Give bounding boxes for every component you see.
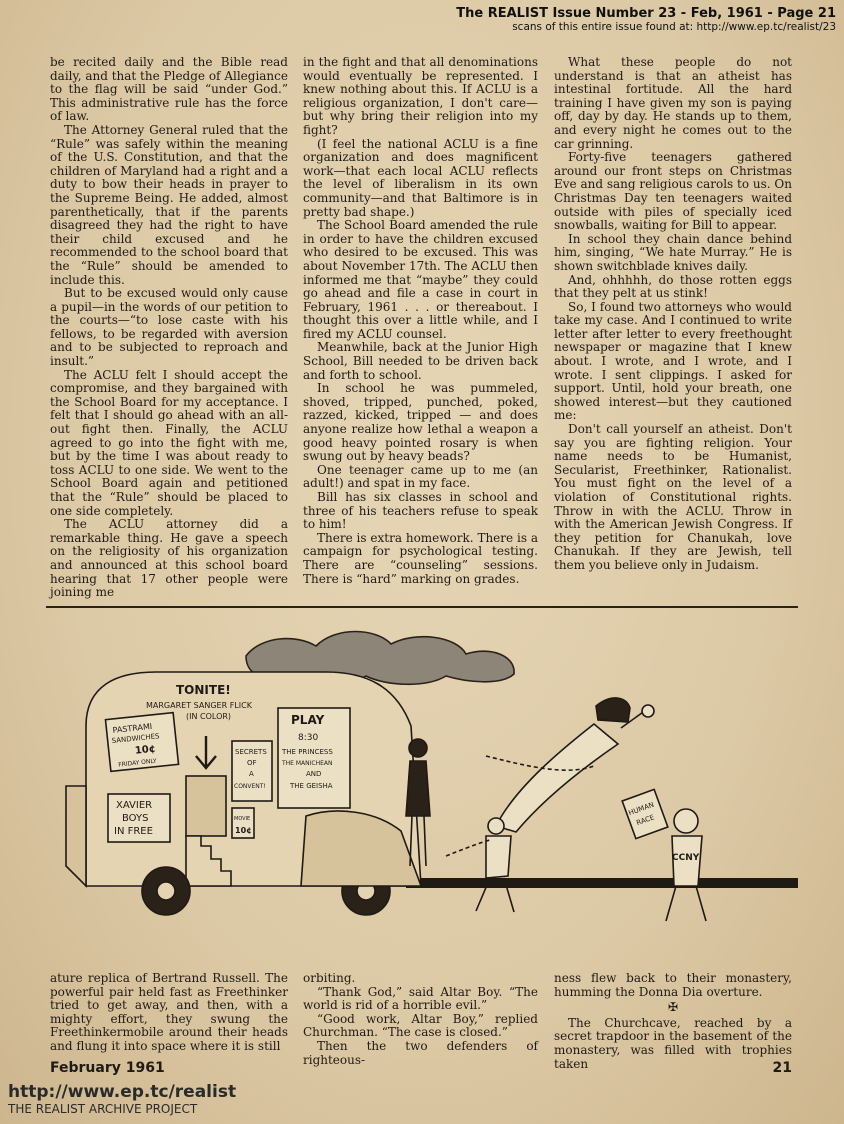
svg-text:BOYS: BOYS [122,813,149,824]
svg-text:HUMAN: HUMAN [627,800,656,818]
svg-text:IN FREE: IN FREE [114,826,153,837]
paragraph: The ACLU felt I should accept the compromise, and they bargained with the School Board for my acceptance. I felt that I should go ahead with an all-out fight then. Finally, the ACLU agreed to go into the fight with me, but by the time I was about ready to toss ACLU to one side. We went to the School Board again and petitioned that the “Rule” should be placed to one side completely. [50,367,288,518]
cross-ornament-icon: ✠ [667,1000,679,1015]
footer-date: February 1961 [50,1060,165,1076]
paragraph: What these people do not understand is that an atheist has intestinal fortitude. All the hard training I have given my son is paying off, day by day. He stands up to them, and every night he comes out to the car grinning. [554,55,792,151]
svg-text:THE PRINCESS: THE PRINCESS [282,748,333,756]
paragraph: be recited daily and the Bible read daily, and that the Pledge of Allegiance to the flag will be said “under God.” This administrative rule has the force of law. [50,55,288,124]
svg-text:XAVIER: XAVIER [116,800,153,811]
svg-text:THE MANICHEAN: THE MANICHEAN [282,760,333,767]
article-column-3 [554,56,792,573]
trailer-door [186,776,226,836]
page-number: 21 [772,1060,792,1076]
section-divider [46,606,798,608]
article-column-1 [50,56,288,600]
cartoon-illustration [46,616,798,966]
paragraph: ature replica of Bertrand Russell. The powerful pair held fast as Freethinker tried to get away, and then, with a mighty effort, they swung the Freethinkermobile around their heads and flung it into space where it is still [50,971,288,1053]
watermark [8,1082,236,1116]
altar-boy-figure [446,818,514,912]
play-label: PLAY [291,713,325,727]
article-bottom-column-2 [303,972,538,1067]
svg-text:MARGARET SANGER FLICK: MARGARET SANGER FLICK [146,701,252,710]
svg-text:THE GEISHA: THE GEISHA [290,782,333,790]
svg-text:10¢: 10¢ [134,743,157,757]
paragraph: In school he was pummeled, shoved, tripped, punched, poked, razzed, kicked, tripped — and does anyone realize how lethal a weapon a good heavy pointed rosary is when swung out by heavy beads? [303,381,538,464]
svg-text:RACE: RACE [635,813,656,828]
svg-text:MOVIE: MOVIE [234,816,251,822]
paragraph: The Attorney General ruled that the “Rule” was safely within the meaning of the U.S. Constitution, and that the children of Maryland had a right and a duty to bow their heads in prayer to the Supreme Being. He added, almost parenthetically, that if the parents disagreed they had the right to have their child excused and he recommended to the school board that the “Rule” should be amended to include this. [50,122,288,287]
paragraph: Don't call yourself an atheist. Don't say you are fighting religion. Your name needs to be Humanist, Secularist, Freethinker, Rationalist. You must fight on the level of a violation of Constitutional rights. Throw in with the ACLU. Throw in with the American Jewish Congress. If they petition for Chanukah, love Chanukah. If they are Jewish, tell them you believe only in Judaism. [554,422,792,572]
ground-strip [406,878,798,888]
svg-text:8:30: 8:30 [298,733,319,743]
paragraph: The ACLU attorney did a remarkable thing. He gave a speech on the religiosity of his organization and announced at this school board hearing that 17 other people were joining me [50,517,288,600]
watermark-url[interactable]: http://www.ep.tc/realist [8,1082,237,1102]
paragraph: Forty-five teenagers gathered around our front steps on Christmas Eve and sang religious carols to us. On Christmas Day ten teenagers waited outside with piles of specially iced snowballs, waiting for Bill to appear. [554,150,792,233]
paragraph: And, ohhhhh, do those rotten eggs that they pelt at us stink! [554,272,792,301]
archive-header [456,6,836,33]
watermark-project: THE REALIST ARCHIVE PROJECT [8,1102,198,1116]
archive-subtitle[interactable]: scans of this entire issue found at: http://www.ep.tc/realist/23 [512,21,836,33]
svg-text:FRIDAY ONLY: FRIDAY ONLY [117,757,157,769]
paragraph: The Churchcave, reached by a secret trapdoor in the basement of the monastery, was filled with trophies taken [554,1015,792,1071]
paragraph: Meanwhile, back at the Junior High School, Bill needed to be driven back and forth to school. [303,340,538,382]
svg-text:A: A [249,770,254,778]
paragraph: Bill has six classes in school and three of his teachers refuse to speak to him! [303,490,538,532]
article-bottom-column-3 [554,972,792,1071]
article-column-2 [303,56,538,586]
svg-text:TONITE!: TONITE! [176,683,231,697]
paragraph: orbiting. [303,971,356,985]
paragraph: So, I found two attorneys who would take my case. And I continued to write letter after letter to every freethought newspaper or magazine that I knew about. I wrote, and I wrote, and I wrote. I sent clippings. I asked for support. Until, hold your breath, one showed interest—but they cautioned me: [554,299,792,423]
paragraph: ness flew back to their monastery, humming the Donna Dia overture. [554,971,792,999]
freethinker-figure [622,789,706,921]
paragraph: One teenager came up to me (an adult!) and spat in my face. [303,462,538,491]
ccny-label: CCNY [672,853,700,863]
svg-text:AND: AND [306,770,322,778]
paragraph: “Thank God,” said Altar Boy. “The world is rid of a horrible evil.” [303,984,538,1013]
svg-text:OF: OF [247,759,257,767]
paragraph: Then the two defenders of righteous- [303,1038,538,1067]
svg-text:SANDWICHES: SANDWICHES [111,732,160,746]
paragraph: There is extra homework. There is a campaign for psychological testing. There are “counseling” sessions. There is “hard” marking on grades. [303,530,538,586]
paragraph: “Good work, Altar Boy,” replied Churchman. “The case is closed.” [303,1011,538,1040]
svg-text:SECRETS: SECRETS [235,748,267,756]
paragraph: in the fight and that all denominations would eventually be represented. I knew nothing about this. If ACLU is a religious organization, I don't care—but why bring their religion into my fight? [303,55,538,137]
paragraph: In school they chain dance behind him, singing, “We hate Murray.” He is shown switchblade knives daily. [554,231,792,273]
svg-text:CONVENT!: CONVENT! [234,783,266,790]
paragraph: But to be excused would only cause a pupil—in the words of our petition to the courts—“to lose caste with his fellows, to be regarded with aversion and to be subjected to reproach and insult.” [50,286,288,369]
svg-text:10¢: 10¢ [235,826,252,835]
svg-text:PASTRAMI: PASTRAMI [112,721,153,735]
article-bottom-column-1 [50,972,288,1054]
svg-text:(IN COLOR): (IN COLOR) [186,712,232,721]
paragraph: (I feel the national ACLU is a fine organization and does magnificent work—that each local ACLU reflects the level of liberalism in its own community—and that Baltimore is in pretty bad shape.) [303,136,538,219]
archive-title: The REALIST Issue Number 23 - Feb, 1961 - Page 21 [456,6,836,21]
paragraph: The School Board amended the rule in order to have the children excused who desired to be excused. This was about November 17th. The ACLU then informed me that “maybe” they could go ahead and file a case in court in February, 1961 . . . or thereabout. I thought this over a little while, and I fired my ACLU counsel. [303,218,538,341]
